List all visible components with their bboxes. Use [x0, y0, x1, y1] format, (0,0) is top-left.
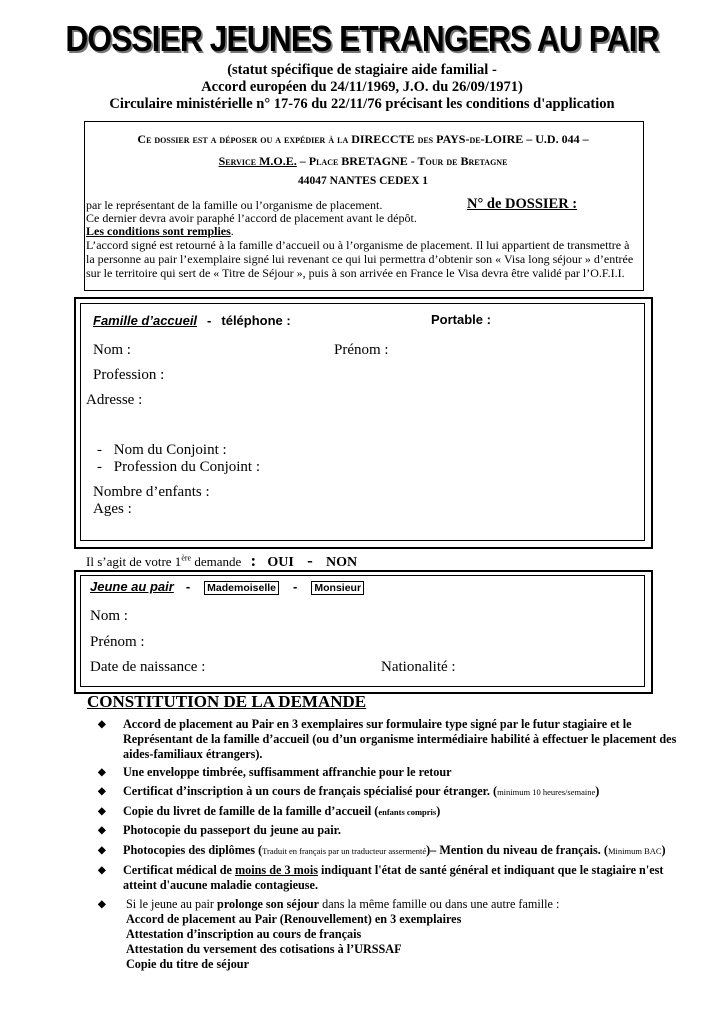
- item8-text-start: Si le jeune au pair: [126, 897, 218, 911]
- gender-separator: -: [293, 579, 298, 594]
- deposit-place: – Place BRETAGNE - Tour de Bretagne: [296, 154, 508, 168]
- representative-text: par le représentant de la famille ou l’organisme de placement.: [86, 198, 383, 212]
- no-option[interactable]: NON: [326, 555, 358, 570]
- spouse-profession-dash: -: [97, 459, 102, 475]
- diamond-bullet-icon: ◆: [98, 825, 106, 836]
- item8-sub-1: Accord de placement au Pair (Renouvellement) en 3 exemplaires: [126, 912, 462, 926]
- item3-text: Certificat d’inscription à un cours de français spécialisé pour étranger. (: [123, 784, 498, 798]
- host-family-header: [93, 312, 291, 330]
- item4-note: enfants compris: [378, 807, 437, 817]
- au-pair-birthdate-label[interactable]: Date de naissance :: [90, 659, 206, 675]
- item8-sub-2: Attestation d’inscription au cours de français: [126, 927, 362, 941]
- yes-option[interactable]: OUI: [267, 555, 294, 570]
- first-request-text: Il s’agit de votre 1: [86, 554, 182, 569]
- document-title: DOSSIER JEUNES ETRANGERS AU PAIR: [65, 18, 659, 59]
- item6-close: ): [661, 843, 666, 857]
- deposit-city: 44047 NANTES CEDEX 1: [297, 175, 429, 187]
- item2-text: Une enveloppe timbrée, suffisamment affranchie pour le retour: [123, 765, 452, 779]
- phone-label[interactable]: téléphone :: [221, 313, 291, 328]
- yes-no-separator: -: [307, 551, 313, 570]
- item3-note: minimum 10 heures/semaine: [497, 787, 596, 797]
- item4-text: Copie du livret de famille de la famille d’accueil (: [123, 804, 379, 818]
- spouse-profession-row[interactable]: [97, 459, 260, 476]
- host-firstname-label[interactable]: Prénom :: [334, 342, 389, 358]
- au-pair-name-label[interactable]: Nom :: [90, 608, 128, 624]
- spouse-name-row[interactable]: [97, 442, 227, 459]
- au-pair-firstname-label[interactable]: Prénom :: [90, 634, 145, 650]
- diamond-bullet-icon: ◆: [98, 899, 106, 910]
- item1-line-3: aides-familiaux étrangers).: [123, 747, 263, 761]
- item1-line-2: Représentant de la famille d’accueil (ou d’un organisme intermédiaire habilité à effectuer le placement des: [123, 732, 677, 746]
- diamond-bullet-icon: ◆: [98, 845, 106, 856]
- item7-underlined: moins de 3 mois: [235, 863, 318, 877]
- mobile-label[interactable]: Portable :: [431, 312, 491, 327]
- item7-line-2: atteint d'aucune maladie contagieuse.: [123, 878, 318, 892]
- first-request-line: [86, 551, 357, 571]
- mister-option[interactable]: Monsieur: [311, 581, 364, 595]
- first-request-superscript: ère: [181, 553, 192, 563]
- deposit-service: Service M.O.E.: [218, 154, 297, 168]
- first-request-colon: :: [250, 551, 257, 570]
- diamond-bullet-icon: ◆: [98, 767, 106, 778]
- return-text-line-2: la personne au pair l’exemplaire signé lui revenant ce qui lui permettra d’obtenir son « Visa long séjour » d’entrée: [86, 252, 634, 266]
- diamond-bullet-icon: ◆: [98, 806, 106, 817]
- au-pair-nationality-label[interactable]: Nationalité :: [381, 659, 456, 675]
- au-pair-dash: -: [185, 579, 191, 594]
- item4-close: ): [436, 804, 441, 818]
- dossier-number-label: N° de DOSSIER :: [467, 196, 578, 212]
- item7-text-start: Certificat médical de: [123, 863, 236, 877]
- miss-option[interactable]: Mademoiselle: [204, 581, 279, 595]
- deposit-address-line-2: [84, 154, 642, 169]
- item3-close: ): [595, 784, 600, 798]
- constitution-heading: CONSTITUTION DE LA DEMANDE: [87, 692, 367, 711]
- au-pair-heading: Jeune au pair: [90, 579, 174, 594]
- item8-sub-3: Attestation du versement des cotisations à l’URSSAF: [126, 942, 402, 956]
- children-count-label[interactable]: Nombre d’enfants :: [93, 484, 210, 500]
- return-text-line-3: sur le territoire qui sert de « Titre de Séjour », puis à son arrivée en France le Visa devra être validé par l’O.F.I.I.: [86, 266, 625, 280]
- item6-text: Photocopies des diplômes (: [123, 843, 263, 857]
- deposit-address-line-1: Ce dossier est a déposer ou a expédier à la DIRECCTE des PAYS-de-LOIRE – U.D. 044 –: [137, 132, 589, 146]
- item1-line-1: Accord de placement au Pair en 3 exemplaires sur formulaire type signé par le futur stagiaire et le: [123, 717, 632, 731]
- item7-text-end: indiquant l'état de santé général et indiquant que le stagiaire n'est: [317, 863, 664, 877]
- subtitle-line-1: (statut spécifique de stagiaire aide familial -: [227, 62, 497, 78]
- diamond-bullet-icon: ◆: [98, 865, 106, 876]
- item6-note-2: Minimum BAC: [607, 846, 662, 856]
- subtitle-line-2: Accord européen du 24/11/1969, J.O. du 26/09/1971): [201, 79, 523, 95]
- host-profession-label[interactable]: Profession :: [93, 367, 165, 383]
- subtitle-line-3: Circulaire ministérielle n° 17-76 du 22/11/76 précisant les conditions d'application: [109, 96, 615, 112]
- paraphe-text: Ce dernier devra avoir paraphé l’accord de placement avant le dépôt.: [86, 211, 417, 225]
- au-pair-header: [90, 578, 364, 596]
- item6-note: Traduit en français par un traducteur assermenté: [262, 846, 427, 856]
- first-request-text-end: demande: [191, 554, 242, 569]
- diamond-bullet-icon: ◆: [98, 786, 106, 797]
- spouse-name-dash: -: [97, 442, 102, 458]
- host-address-label[interactable]: Adresse :: [86, 392, 143, 408]
- children-ages-label[interactable]: Ages :: [93, 501, 132, 517]
- item6-mid: )– Mention du niveau de français. (: [426, 843, 608, 857]
- conditions-period: .: [230, 224, 234, 238]
- host-family-dash: -: [207, 313, 212, 328]
- host-name-label[interactable]: Nom :: [93, 342, 131, 358]
- item5-text: Photocopie du passeport du jeune au pair.: [123, 823, 341, 837]
- host-family-heading: Famille d’accueil: [93, 313, 198, 328]
- item8-bold: prolonge son séjour: [217, 897, 320, 911]
- item8-text-end: dans la même famille ou dans une autre famille :: [319, 897, 560, 911]
- host-family-box-inner: [80, 303, 645, 541]
- conditions-heading: [86, 224, 234, 239]
- return-text-line-1: L’accord signé est retourné à la famille d’accueil ou à l’organisme de placement. Il lui appartient de transmettre à: [86, 238, 630, 252]
- spouse-profession-label: Profession du Conjoint :: [113, 459, 261, 475]
- spouse-name-label: Nom du Conjoint :: [113, 442, 227, 458]
- conditions-heading-text: Les conditions sont remplies: [86, 224, 231, 238]
- item8-sub-4: Copie du titre de séjour: [126, 957, 249, 971]
- diamond-bullet-icon: ◆: [98, 719, 106, 730]
